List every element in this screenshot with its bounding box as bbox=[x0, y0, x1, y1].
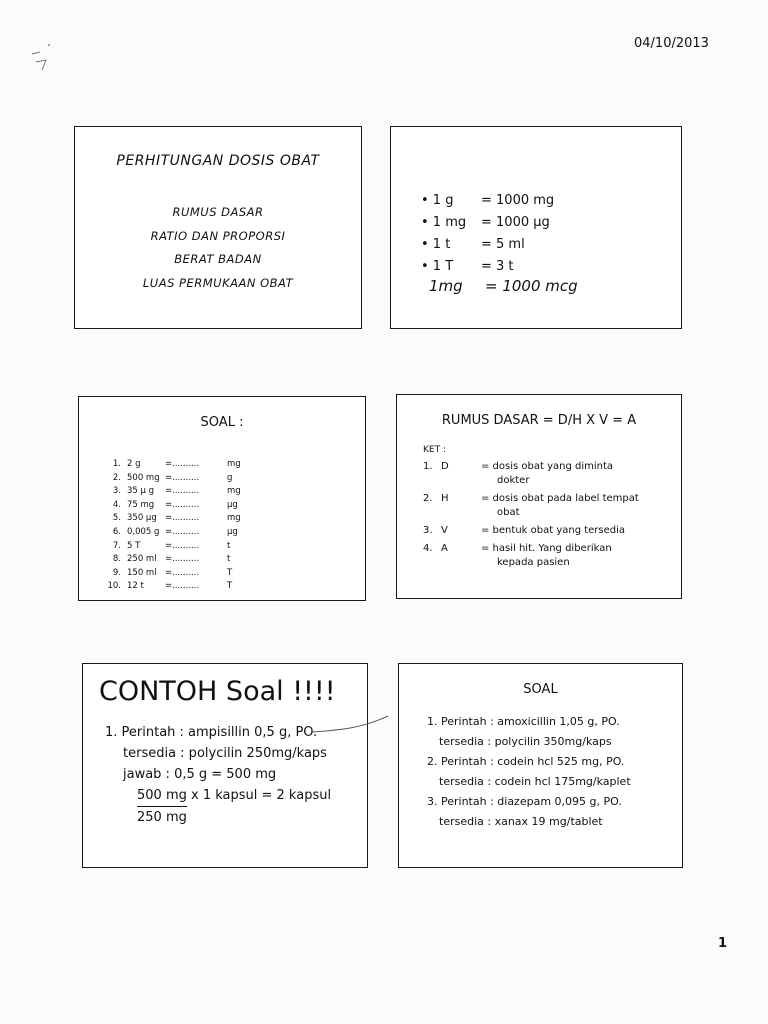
item-blank: =.......... bbox=[165, 554, 200, 565]
item-unit: mg bbox=[227, 459, 241, 469]
legend-text-cont: dokter bbox=[497, 475, 530, 486]
page-number: 1 bbox=[718, 936, 728, 951]
topic-item: RATIO DAN PROPORSI bbox=[150, 228, 286, 243]
item-value: 350 µg bbox=[127, 513, 157, 524]
exercise-line: tersedia : polycilin 350mg/kaps bbox=[439, 735, 612, 748]
item-blank: =.......... bbox=[165, 567, 200, 578]
page-date: 04/10/2013 bbox=[634, 36, 709, 51]
item-value: 250 ml bbox=[127, 554, 157, 565]
item-unit: µg bbox=[227, 499, 238, 510]
exercise-line: 2. Perintah : codein hcl 525 mg, PO. bbox=[427, 755, 625, 768]
topic-item: LUAS PERMUKAAN OBAT bbox=[142, 275, 294, 290]
item-value: 12 t bbox=[127, 581, 144, 592]
slide-soal-list bbox=[78, 396, 366, 601]
list-item bbox=[95, 568, 355, 582]
slide-title: CONTOH Soal !!!! bbox=[99, 676, 336, 707]
list-item bbox=[95, 513, 355, 527]
conversion-left: • 1 mg bbox=[421, 215, 467, 230]
list-item bbox=[95, 459, 355, 473]
item-blank: =.......... bbox=[165, 486, 200, 497]
legend-text: = dosis obat pada label tempat bbox=[481, 493, 639, 504]
item-value: 150 ml bbox=[127, 567, 157, 578]
conversion-left: • 1 T bbox=[421, 259, 454, 274]
item-value: 2 g bbox=[127, 459, 141, 469]
example-line: 500 mg x 1 kapsul = 2 kapsul bbox=[137, 788, 332, 803]
conversion-right: = 3 t bbox=[481, 259, 514, 274]
legend-key: D bbox=[441, 461, 449, 472]
item-unit: mg bbox=[227, 486, 241, 497]
pen-stroke-mark bbox=[312, 710, 392, 740]
item-unit: g bbox=[227, 472, 233, 483]
item-number: 10. bbox=[107, 581, 121, 592]
conversion-left: • 1 t bbox=[421, 237, 451, 252]
item-value: 500 mg bbox=[127, 472, 160, 483]
legend-text-cont: obat bbox=[497, 507, 520, 518]
item-blank: =.......... bbox=[165, 526, 200, 537]
example-line: 1. Perintah : ampisillin 0,5 g, PO. bbox=[105, 725, 318, 740]
item-number: 8. bbox=[112, 554, 121, 565]
item-blank: =.......... bbox=[165, 581, 200, 592]
item-number: 1. bbox=[112, 459, 121, 469]
slide-unit-conversions bbox=[390, 126, 682, 329]
item-number: 7. bbox=[112, 540, 121, 551]
list-item bbox=[95, 473, 355, 487]
list-item bbox=[95, 581, 355, 595]
legend-number: 2. bbox=[423, 493, 433, 504]
legend-text-cont: kepada pasien bbox=[497, 557, 570, 568]
handwritten-right: = 1000 mcg bbox=[485, 277, 578, 295]
handwritten-conversion bbox=[429, 277, 578, 295]
slide-perhitungan-dosis bbox=[74, 126, 362, 329]
item-value: 0,005 g bbox=[127, 526, 160, 537]
exercise-line: 1. Perintah : amoxicillin 1,05 g, PO. bbox=[427, 715, 620, 728]
item-number: 2. bbox=[112, 472, 121, 483]
item-unit: t bbox=[227, 554, 231, 565]
legend-key: A bbox=[441, 543, 448, 554]
item-number: 9. bbox=[112, 567, 121, 578]
item-number: 4. bbox=[112, 499, 121, 510]
item-unit: µg bbox=[227, 526, 238, 537]
exercise-line: tersedia : codein hcl 175mg/kaplet bbox=[439, 775, 631, 788]
legend-number: 3. bbox=[423, 525, 433, 536]
item-number: 3. bbox=[112, 486, 121, 497]
legend-text: = bentuk obat yang tersedia bbox=[481, 525, 626, 536]
slide-soal-exercises bbox=[398, 663, 683, 868]
item-value: 75 mg bbox=[127, 499, 155, 510]
example-line: jawab : 0,5 g = 500 mg bbox=[123, 767, 277, 782]
legend-text: = dosis obat yang diminta bbox=[481, 461, 614, 472]
slide-contoh-soal bbox=[82, 663, 368, 868]
item-blank: =.......... bbox=[165, 513, 200, 524]
conversion-left: • 1 g bbox=[421, 193, 454, 208]
pen-scribble-mark bbox=[28, 40, 58, 76]
item-value: 5 T bbox=[127, 540, 141, 551]
legend-key: H bbox=[441, 493, 449, 504]
conversion-right: = 1000 mg bbox=[481, 193, 555, 208]
item-value: 35 µ g bbox=[127, 486, 155, 497]
item-number: 5. bbox=[112, 513, 121, 524]
slide-rumus-dasar bbox=[396, 394, 682, 599]
slide-title: RUMUS DASAR = D/H X V = A bbox=[441, 413, 637, 428]
example-denominator: 250 mg bbox=[137, 806, 187, 828]
legend-number: 1. bbox=[423, 461, 433, 472]
list-item bbox=[95, 541, 355, 555]
topic-item: BERAT BADAN bbox=[174, 252, 262, 266]
slide-title: SOAL bbox=[523, 682, 558, 697]
legend-key: V bbox=[441, 525, 448, 536]
item-blank: =.......... bbox=[165, 459, 200, 469]
list-item bbox=[95, 486, 355, 500]
ket-label: KET : bbox=[423, 445, 446, 455]
slide-title: PERHITUNGAN DOSIS OBAT bbox=[116, 153, 320, 169]
item-unit: mg bbox=[227, 513, 241, 524]
item-unit: t bbox=[227, 540, 231, 551]
conversion-right: = 1000 µg bbox=[481, 215, 550, 230]
item-blank: =.......... bbox=[165, 499, 200, 510]
exercise-line: 3. Perintah : diazepam 0,095 g, PO. bbox=[427, 795, 622, 808]
handwritten-left: 1mg bbox=[429, 277, 463, 295]
list-item bbox=[95, 527, 355, 541]
list-item bbox=[95, 554, 355, 568]
list-item bbox=[95, 500, 355, 514]
example-line: tersedia : polycilin 250mg/kaps bbox=[123, 746, 327, 761]
legend-number: 4. bbox=[423, 543, 433, 554]
item-unit: T bbox=[227, 567, 233, 578]
legend-text: = hasil hit. Yang diberikan bbox=[481, 543, 612, 554]
exercise-line: tersedia : xanax 19 mg/tablet bbox=[439, 815, 603, 828]
conversion-right: = 5 ml bbox=[481, 237, 525, 252]
topic-item: RUMUS DASAR bbox=[172, 205, 264, 219]
item-blank: =.......... bbox=[165, 540, 200, 551]
slide-title: SOAL : bbox=[200, 415, 244, 430]
item-number: 6. bbox=[112, 526, 121, 537]
item-blank: =.......... bbox=[165, 472, 200, 483]
item-unit: T bbox=[227, 581, 233, 592]
